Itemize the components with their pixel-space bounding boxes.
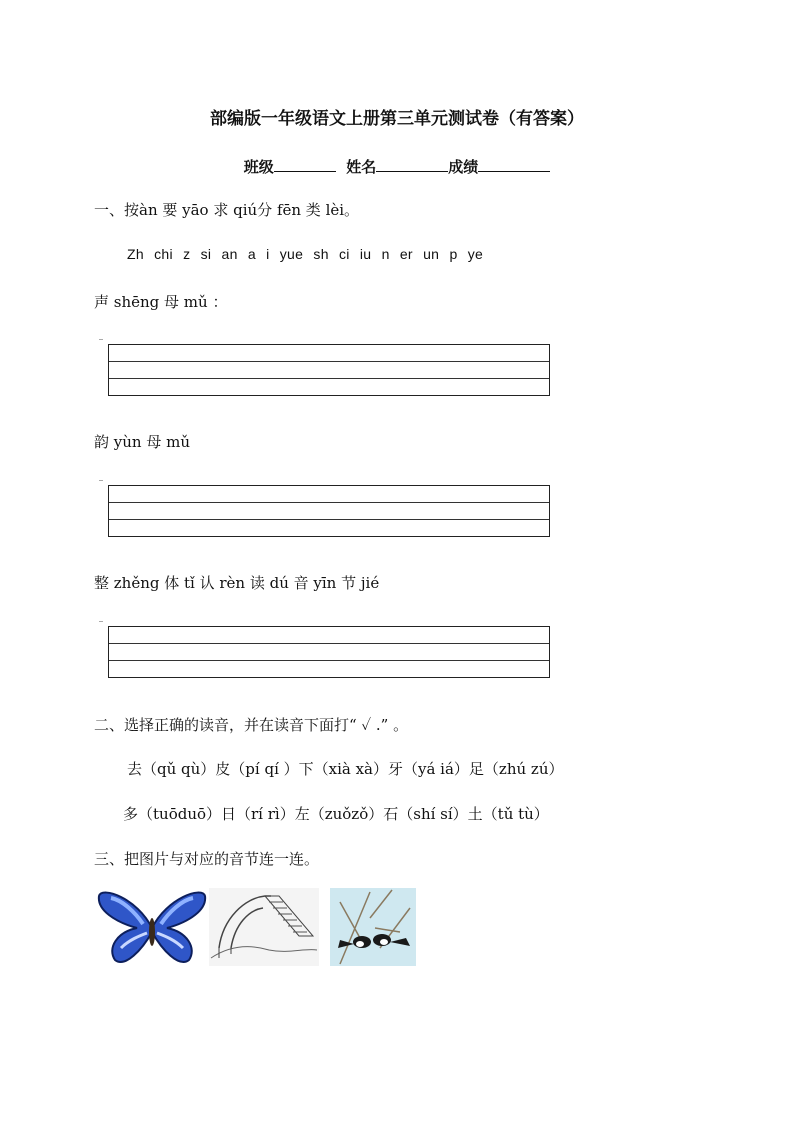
student-info-row [0,156,794,177]
pinyin-letter-list: Zh chi z si an a i yue sh ci iu n er un p ye [127,246,484,262]
whole-syllable-label: 整 zhěng 体 tǐ 认 rèn 读 dú 音 yīn 节 jié [94,574,380,592]
pronunciation-row-1: 去（qǔ qù）皮（pí qí ）下（xià xà）牙（yá iá）足（zhú zú） [127,760,564,778]
grid-line [109,378,549,379]
grid-line [109,643,549,644]
grid-tick [99,621,103,622]
bridge-image[interactable] [209,888,319,966]
whole-syllable-writing-grid[interactable] [108,626,550,678]
grid-tick [99,339,103,340]
score-blank[interactable] [478,156,550,172]
pronunciation-row-2: 多（tuōduō）日（rí rì）左（zuǒzǒ）石（shí sí）土（tǔ tù） [123,805,549,823]
magpie-birds-image[interactable] [330,888,416,966]
page-title: 部编版一年级语文上册第三单元测试卷（有答案） [210,109,584,129]
score-label: 成绩 [448,158,479,176]
name-label: 姓名 [346,158,377,176]
finals-label: 韵 yùn 母 mǔ [94,433,190,451]
name-blank[interactable] [376,156,448,172]
class-blank[interactable] [274,156,336,172]
grid-line [109,502,549,503]
butterfly-image[interactable] [97,888,207,966]
grid-line [109,519,549,520]
initials-writing-grid[interactable] [108,344,550,396]
grid-tick [99,480,103,481]
section2-heading: 二、选择正确的读音，并在读音下面打“ ✓ .” 。 [94,716,409,734]
section3-heading: 三、把图片与对应的音节连一连。 [94,850,320,868]
finals-writing-grid[interactable] [108,485,550,537]
class-label: 班级 [243,158,274,176]
grid-line [109,660,549,661]
initials-label: 声 shēng 母 mǔ ： [94,293,228,311]
grid-line [109,361,549,362]
section1-heading: 一、按àn 要 yāo 求 qiú分 fēn 类 lèi。 [94,201,360,219]
